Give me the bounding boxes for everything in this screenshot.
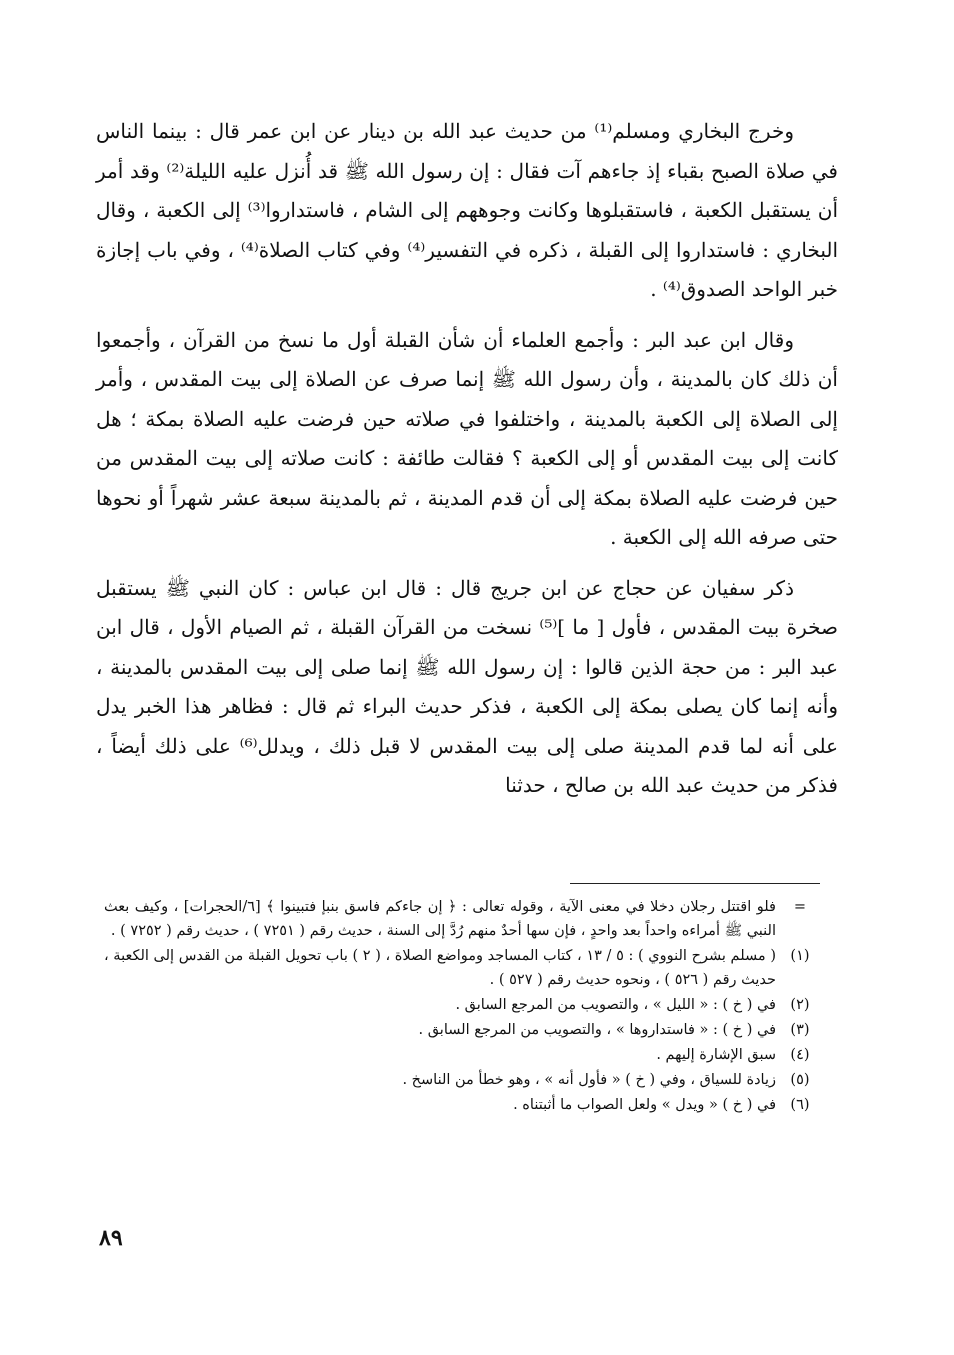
footnote-continuation (104, 895, 824, 943)
footnote-5 (104, 1068, 824, 1092)
footnote-text: في ( خ ) : « الليل » ، والتصويب من المرجع السابق . (455, 997, 776, 1013)
footnote-3 (104, 1018, 824, 1042)
footnote-mark: (٤) (790, 1047, 810, 1063)
paragraph-3: ذكر سفيان عن حجاج عن ابن جريج قال : قال ابن عباس : كان النبي ﷺ يستقبل صخرة بيت المقدس ، فأول [ ما ]⁽⁵⁾ نسخت من القرآن القبلة ، ثم الصيام الأول ، قال ابن عبد البر : من حجة الذين قالوا : إن رسول الله ﷺ إنما صلى إلى بيت المقدس بالمدينة ، وأنه إنما كان يصلى بمكة إلى الكعبة ، فذكر حديث البراء ثم قال : فظاهر هذا الخبر يدل على أنه لما قدم المدينة صلى إلى بيت المقدس لا قبل ذلك ، ويدلل⁽⁶⁾ على ذلك أيضاً ، فذكر من حديث عبد الله بن صالح ، حدثنا (96, 575, 839, 797)
footnote-text: فلو اقتتل رجلان دخلا في معنى الآية ، وقوله تعالى : ﴿ إن جاءكم فاسق بنبإ فتبينوا ﴾ [٦/الحجرات] ، وكيف بعث النبي ﷺ أمراءه واحداً بعد واحدٍ ، فإن سها أحدٌ منهم رُدَّ إلى السنة ، حديث رقم ( ٧٢٥١ ) ، حديث رقم ( ٧٢٥٢ ) . (104, 899, 776, 939)
main-text (96, 112, 838, 806)
footnote-text: سبق الإشارة إليهم . (656, 1047, 776, 1063)
footnote-mark: (٦) (790, 1097, 810, 1113)
footnote-separator (570, 883, 820, 884)
footnote-2 (104, 993, 824, 1017)
footnote-mark: = (793, 899, 807, 915)
footnote-text: في ( خ ) « ويدل » ولعل الصواب ما أثبتناه . (513, 1097, 776, 1113)
footnote-text: في ( خ ) : « فاستداروها » ، والتصويب من المرجع السابق . (418, 1022, 776, 1038)
footnote-mark: (٢) (790, 997, 810, 1013)
footnote-mark: (١) (790, 948, 810, 964)
footnote-text: زيادة للسياق ، وفي ( خ ) « فأول أنه » ، وهو خطأ من الناسخ . (402, 1072, 776, 1088)
paragraph-1: وخرج البخاري ومسلم⁽¹⁾ من حديث عبد الله بن دينار عن ابن عمر قال : بينما الناس في صلاة الصبح بقباء إذ جاءهم آت فقال : إن رسول الله ﷺ قد أُنزل عليه الليلة⁽²⁾ وقد أمر أن يستقبل الكعبة ، فاستقبلوها وكانت وجوههم إلى الشام ، فاستداروا⁽³⁾ إلى الكعبة ، وقال البخاري : فاستداروا إلى القبلة ، ذكره في التفسير⁽⁴⁾ وفي كتاب الصلاة⁽⁴⁾ ، وفي باب إجازة خبر الواحد الصدوق⁽⁴⁾ . (96, 119, 839, 301)
paragraph-2: وقال ابن عبد البر : وأجمع العلماء أن شأن القبلة أول ما نسخ من القرآن ، وأجمعوا أن ذلك كان بالمدينة ، وأن رسول الله ﷺ إنما صرف عن الصلاة إلى بيت المقدس ، وأمر إلى الصلاة إلى الكعبة بالمدينة ، واختلفوا في صلاته حين فرضت عليه الصلاة بمكة ؛ هل كانت إلى بيت المقدس أو إلى الكعبة ؟ فقالت طائفة : كانت صلاته إلى بيت المقدس من حين فرضت عليه الصلاة بمكة إلى أن قدم المدينة ، ثم بالمدينة سبعة عشر شهراً أو نحوها حتى صرفه الله إلى الكعبة . (96, 327, 838, 549)
page-number: ٨٩ (99, 1225, 123, 1251)
footnote-text: ( مسلم بشرح النووي ) : ٥ / ١٣ ، كتاب المساجد ومواضع الصلاة ، ( ٢ ) باب تحويل القبلة من القدس إلى الكعبة ، حديث رقم ( ٥٢٦ ) ، ونحوه حديث رقم ( ٥٢٧ ) . (104, 948, 776, 988)
footnote-6 (104, 1093, 824, 1117)
footnote-1 (104, 944, 824, 992)
footnotes (104, 895, 824, 1118)
footnote-mark: (٥) (790, 1072, 810, 1088)
footnote-mark: (٣) (790, 1022, 810, 1038)
footnote-4 (104, 1043, 824, 1067)
